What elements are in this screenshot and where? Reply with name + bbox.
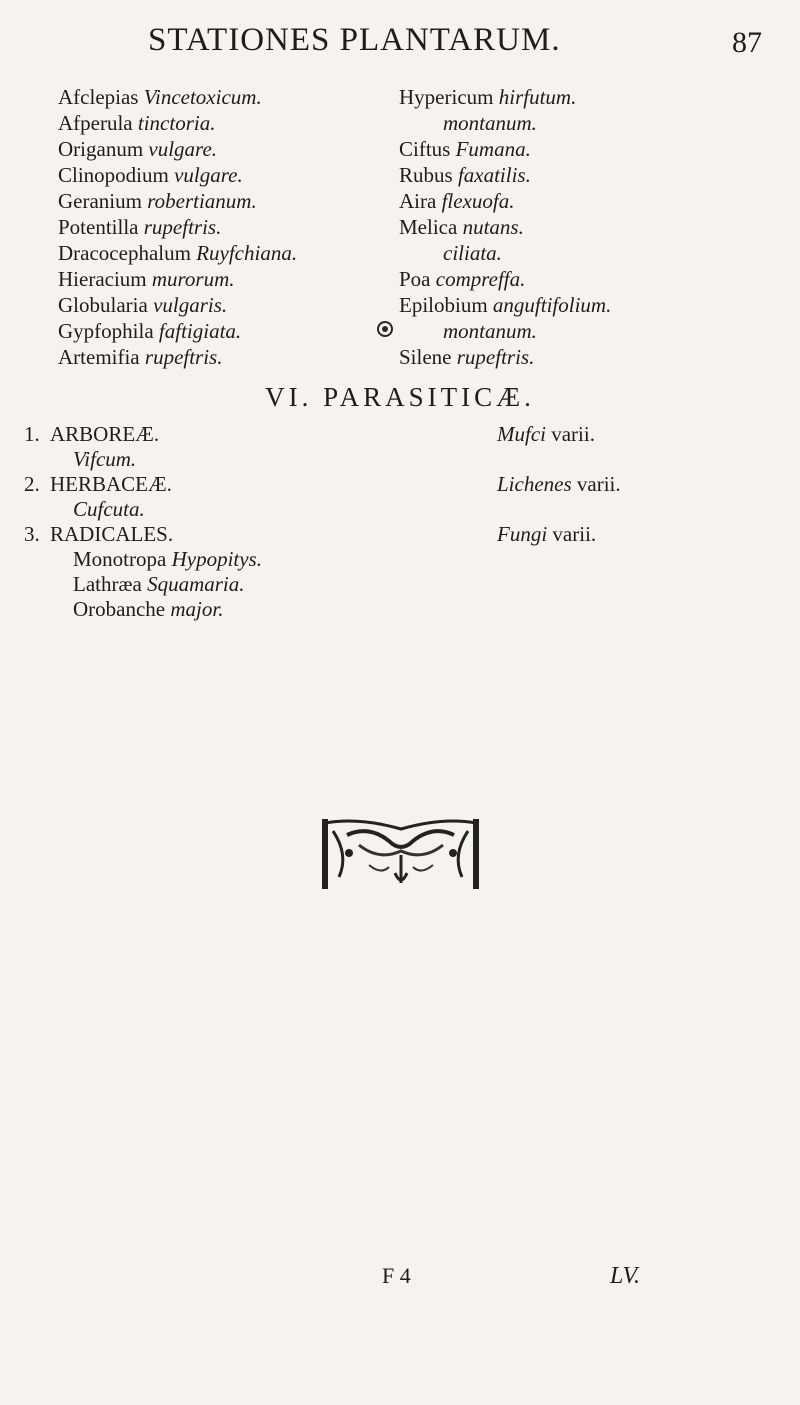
catchword: LV. — [610, 1263, 641, 1289]
group-number: 1. — [24, 422, 40, 446]
species: flexuofa. — [441, 189, 515, 213]
group-heading-text: ARBOREÆ. — [50, 422, 160, 446]
plant-entry — [58, 162, 358, 188]
species: hirfutum. — [498, 85, 577, 109]
species: faftigiata. — [158, 319, 242, 343]
plant-entry — [58, 136, 358, 162]
group-item — [24, 572, 724, 597]
parasitic-section — [24, 422, 724, 622]
genus: Artemifia — [58, 345, 140, 369]
left-column — [58, 84, 358, 370]
group-right-entry — [497, 422, 595, 447]
signature-mark: F 4 — [382, 1263, 411, 1288]
species: rupeftris. — [144, 345, 223, 369]
species: nutans. — [462, 215, 524, 239]
plant-entry — [399, 266, 759, 292]
group-item — [24, 447, 724, 472]
group-heading-text: RADICALES. — [50, 522, 174, 546]
group-right-entry — [497, 472, 621, 497]
variant-text: varii. — [552, 522, 597, 546]
section-title: VI. PARASITICÆ. — [265, 382, 535, 412]
group-heading — [24, 522, 724, 547]
plant-entry-continuation — [399, 240, 759, 266]
species: vulgare. — [148, 137, 218, 161]
genus: Lathræa — [73, 572, 142, 596]
genus: Melica — [399, 215, 458, 239]
group-heading — [24, 422, 724, 447]
species: rupeftris. — [143, 215, 222, 239]
group-number: 3. — [24, 522, 40, 546]
genus: Poa — [399, 267, 431, 291]
decorative-ornament-icon — [319, 815, 482, 893]
plant-entry — [58, 344, 358, 370]
group-right-entry — [497, 522, 596, 547]
genus: Epilobium — [399, 293, 488, 317]
species: Fumana. — [455, 137, 531, 161]
species: montanum. — [443, 111, 537, 135]
species: murorum. — [151, 267, 235, 291]
genus: Afperula — [58, 111, 133, 135]
species: Cufcuta. — [73, 497, 145, 521]
genus: Dracocephalum — [58, 241, 191, 265]
group-number: 2. — [24, 472, 40, 496]
plant-entry — [58, 110, 358, 136]
genus: Globularia — [58, 293, 148, 317]
plant-entry — [399, 214, 759, 240]
genus: Origanum — [58, 137, 144, 161]
species: robertianum. — [147, 189, 257, 213]
plant-entry — [58, 266, 358, 292]
genus: Afclepias — [58, 85, 139, 109]
species: vulgaris. — [153, 293, 228, 317]
plant-entry — [58, 240, 358, 266]
species: Hypopitys. — [171, 547, 262, 571]
species: tinctoria. — [137, 111, 216, 135]
species: Vifcum. — [73, 447, 137, 471]
plant-entry — [58, 292, 358, 318]
species: faxatilis. — [457, 163, 531, 187]
genus: Gypfophila — [58, 319, 154, 343]
plant-entry — [58, 318, 358, 344]
group-item — [24, 597, 724, 622]
species: Squamaria. — [147, 572, 245, 596]
group-heading — [24, 472, 724, 497]
species: montanum. — [443, 319, 537, 343]
genus: Lichenes — [497, 472, 572, 496]
genus: Hieracium — [58, 267, 147, 291]
genus: Hypericum — [399, 85, 494, 109]
genus: Ciftus — [399, 137, 451, 161]
plant-entry-continuation — [399, 318, 759, 344]
circle-dot-icon — [377, 321, 393, 337]
plant-entry — [58, 188, 358, 214]
genus: Mufci — [497, 422, 546, 446]
plant-entry — [58, 84, 358, 110]
species: ciliata. — [443, 241, 502, 265]
plant-entry — [58, 214, 358, 240]
species: Vincetoxicum. — [143, 85, 262, 109]
genus: Rubus — [399, 163, 453, 187]
running-title: STATIONES PLANTARUM. — [148, 22, 561, 58]
species: compreffa. — [435, 267, 526, 291]
genus: Silene — [399, 345, 452, 369]
plant-entry — [399, 292, 759, 318]
group-item — [24, 547, 724, 572]
genus: Fungi — [497, 522, 548, 546]
page-number: 87 — [732, 26, 762, 59]
right-column — [399, 84, 759, 370]
group-item — [24, 497, 724, 522]
group-heading-text: HERBACEÆ. — [50, 472, 172, 496]
genus: Monotropa — [73, 547, 167, 571]
species: Ruyfchiana. — [196, 241, 298, 265]
plant-entry — [399, 344, 759, 370]
species: anguftifolium. — [492, 293, 612, 317]
variant-text: varii. — [551, 422, 595, 446]
variant-text: varii. — [576, 472, 621, 496]
genus: Potentilla — [58, 215, 139, 239]
plant-entry — [399, 84, 759, 110]
genus: Geranium — [58, 189, 142, 213]
plant-entry-continuation — [399, 110, 759, 136]
genus: Clinopodium — [58, 163, 169, 187]
species: vulgare. — [174, 163, 243, 187]
species: major. — [170, 597, 224, 621]
plant-entry — [399, 136, 759, 162]
genus: Aira — [399, 189, 437, 213]
genus: Orobanche — [73, 597, 166, 621]
page-header — [0, 22, 800, 62]
plant-entry — [399, 188, 759, 214]
plant-entry — [399, 162, 759, 188]
species: rupeftris. — [456, 345, 535, 369]
